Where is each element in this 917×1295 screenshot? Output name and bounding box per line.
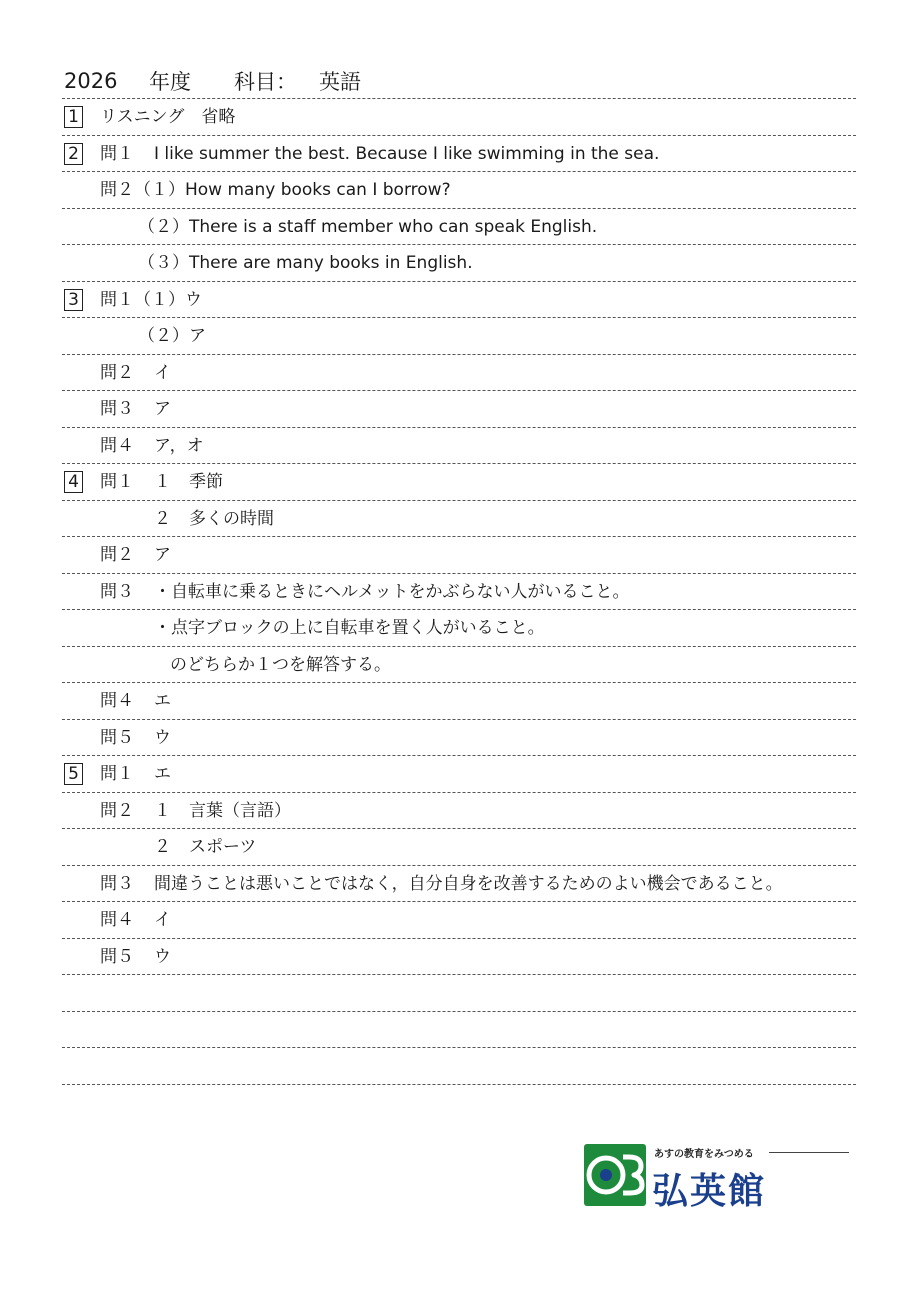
question-label: 問５: [100, 946, 134, 967]
section-number-box: 4: [64, 471, 83, 493]
subject-label: 科目：: [234, 70, 297, 94]
answer-row: [62, 938, 856, 975]
bullet-answer: ・点字ブロックの上に自転車を置く人がいること。: [154, 618, 545, 638]
question-label: 問４: [100, 691, 134, 711]
answer-row: [62, 609, 856, 646]
answer-row: [62, 646, 856, 683]
answer-row: [62, 573, 856, 610]
answer-text: エ: [154, 764, 171, 784]
answer-row: [62, 463, 856, 500]
answer-text: 季節: [189, 472, 223, 492]
question-label: 問４: [100, 910, 134, 930]
answer-row: [62, 682, 856, 719]
answer-sheet: [62, 98, 856, 1085]
question-label: 問３: [100, 399, 134, 419]
answer-text: イ: [154, 910, 171, 930]
question-label: 問３: [100, 873, 134, 894]
sub-answer: （２）ア: [138, 326, 206, 346]
logo-divider: [769, 1152, 849, 1153]
answer-text: イ: [154, 362, 171, 383]
answer-text: ア，オ: [154, 435, 204, 456]
answer-index: １: [154, 472, 171, 492]
answer-text: ウ: [154, 727, 171, 748]
logo-name: 弘英館: [652, 1171, 767, 1212]
company-logo: [583, 1143, 853, 1212]
answer-note: のどちらか１つを解答する。: [170, 654, 391, 675]
answer-row: [62, 244, 856, 281]
question-label: 問４: [100, 435, 134, 456]
sub-answer: （３）There are many books in English.: [138, 253, 473, 273]
bullet-answer: ・自転車に乗るときにヘルメットをかぶらない人がいること。: [154, 581, 630, 602]
subject-value: 英語: [319, 70, 361, 94]
answer-row: [62, 135, 856, 172]
section-number-box: 3: [64, 289, 83, 311]
answer-row: [62, 865, 856, 902]
answer-index: ２: [154, 837, 171, 857]
answer-row: [62, 719, 856, 756]
question-label: 問２: [100, 545, 134, 565]
logo-mark-icon: [583, 1143, 647, 1207]
question-label: 問１: [100, 764, 134, 784]
answer-row: [62, 755, 856, 792]
question-label: 問２: [100, 362, 134, 383]
question-label: 問２（１）How many books can I borrow?: [100, 180, 451, 200]
answer-row: [62, 208, 856, 245]
question-label: 問１（１）ウ: [100, 289, 202, 310]
answer-text: ア: [154, 399, 171, 419]
answer-row: [62, 354, 856, 391]
sub-answer: （２）There is a staff member who can speak English.: [138, 216, 598, 237]
answer-text: スポーツ: [189, 837, 257, 857]
answer-row: [62, 901, 856, 938]
page-header: [64, 66, 361, 96]
answer-row: [62, 792, 856, 829]
answer-text: 言葉（言語）: [189, 800, 291, 821]
blank-row: [62, 974, 856, 1011]
answer-row: [62, 536, 856, 573]
year: 2026: [64, 69, 118, 93]
answer-row: [62, 828, 856, 865]
answer-index: １: [154, 800, 171, 821]
answer-text: 多くの時間: [189, 508, 274, 529]
section-number-box: 2: [64, 143, 83, 165]
question-label: 問３: [100, 581, 134, 602]
answer-index: ２: [154, 508, 171, 529]
nendo-label: 年度: [149, 70, 191, 94]
answer-text: ウ: [154, 946, 171, 967]
answer-text: エ: [154, 691, 171, 711]
answer-row: [62, 500, 856, 537]
answer-row: [62, 390, 856, 427]
answer-text: 間違うことは悪いことではなく，自分自身を改善するためのよい機会であること。: [154, 873, 783, 894]
answer-text: I like summer the best. Because I like swimming in the sea.: [154, 143, 660, 164]
blank-row: [62, 1047, 856, 1085]
answer-row: [62, 281, 856, 318]
question-label: 問１: [100, 472, 134, 492]
section-number-box: 1: [64, 106, 83, 128]
answer-row: [62, 317, 856, 354]
question-label: 問５: [100, 727, 134, 748]
question-label: 問１: [100, 143, 134, 164]
question-label: 問２: [100, 800, 134, 821]
logo-tagline: あすの教育をみつめる: [654, 1149, 754, 1160]
answer-text: ア: [154, 545, 171, 565]
answer-row: [62, 427, 856, 464]
section-number-box: 5: [64, 763, 83, 785]
question-label: リスニング 省略: [100, 107, 236, 127]
blank-row: [62, 1011, 856, 1048]
answer-row: [62, 171, 856, 208]
answer-row: [62, 98, 856, 135]
